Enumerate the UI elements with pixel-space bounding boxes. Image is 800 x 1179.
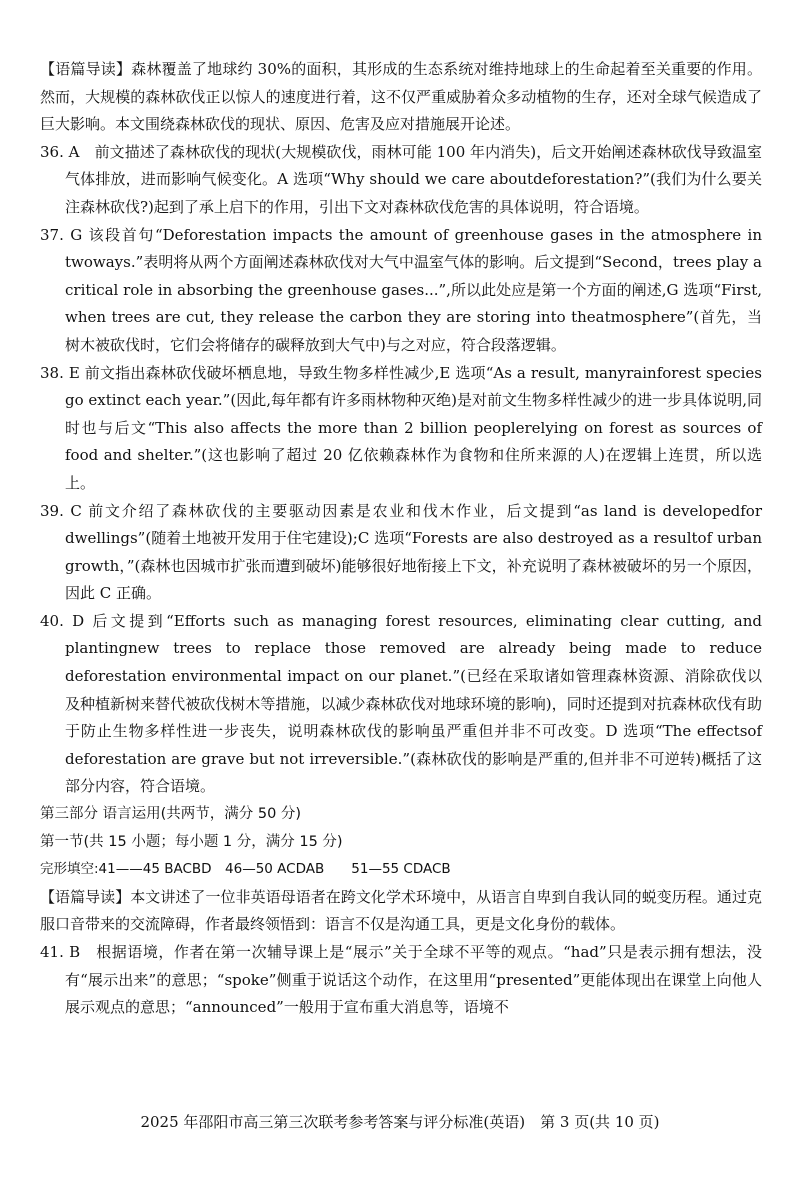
answer-explanation-38: 38. E 前文指出森林砍伐破坏栖息地，导致生物多样性减少,E 选项“As a result, manyrainforest species go extinct each year.”(因此,每年都有许多雨林物种灭绝)是对前文生物多样性减少的进一步具体说明,同时也与后文“This also affects the more than 2 billion peoplerelying on forest as sources of food and shelter.”(这也影响了超过 20 亿依赖森林作为食物和住所来源的人)在逻辑上连贯，所以选上。 <box>40 363 762 492</box>
part-three-title: 第三部分 语言运用(共两节，满分 50 分) <box>40 806 302 823</box>
answer-explanation-39: 39. C 前文介绍了森林砍伐的主要驱动因素是农业和伐木作业，后文提到“as land is developedfor dwellings”(随着土地被开发用于住宅建设);C 选项“Forests are also destroyed as a resultof urban growth，”(森林也因城市扩张而遭到破坏)能够很好地衔接上下文，补充说明了森林被破坏的另一个原因，因此 C 正确。 <box>40 501 762 603</box>
answer-explanation-41: 41. B 根据语境，作者在第一次辅导课上是“展示”关于全球不平等的观点。“had”只是表示拥有想法，没有“展示出来”的意思；“spoke”侧重于说话这个动作，在这里用“presented”更能体现出在课堂上向他人展示观点的意思；“announced”一般用于宣布重大消息等，语境不 <box>40 943 762 1017</box>
cloze-answer-key: 完形填空:41——45 BACBD 46—50 ACDAB 51—55 CDACB <box>40 861 451 878</box>
section-one-title: 第一节(共 15 小题；每小题 1 分，满分 15 分) <box>40 833 343 850</box>
answer-explanation-40: 40. D 后文提到“Efforts such as managing forest resources, eliminating clear cutting, and plantingnew trees to replace those removed are already being made to reduce deforestation environmental impact on our planet.”(已经在采取诸如管理森林资源、消除砍伐以及种植新树来替代被砍伐树木等措施，以减少森林砍伐对地球环境的影响)，同时还提到对抗森林砍伐有助于防止生物多样性进一步丧失，说明森林砍伐的影响虽严重但并非不可改变。D 选项“The effectsof deforestation are grave but not irreversible.”(森林砍伐的影响是严重的,但并非不可逆转)概括了这部分内容，符合语境。 <box>40 611 762 796</box>
cloze-reading-guide-paragraph: 【语篇导读】本文讲述了一位非英语母语者在跨文化学术环境中，从语言自卑到自我认同的蜕变历程。通过克服口音带来的交流障碍，作者最终领悟到：语言不仅是沟通工具，更是文化身份的载体。 <box>40 887 762 934</box>
answer-document <box>40 56 762 1022</box>
answer-explanation-37: 37. G 该段首句“Deforestation impacts the amount of greenhouse gases in the atmosphere in twoways.”表明将从两个方面阐述森林砍伐对大气中温室气体的影响。后文提到“Second，trees play a critical role in absorbing the greenhouse gases...”,所以此处应是第一个方面的阐述,G 选项“First, when trees are cut, they release the carbon they are storing into theatmosphere”(首先，当树木被砍伐时，它们会将储存的碳释放到大气中)与之对应，符合段落逻辑。 <box>40 225 762 354</box>
answer-explanation-36: 36. A 前文描述了森林砍伐的现状(大规模砍伐，雨林可能 100 年内消失)，后文开始阐述森林砍伐导致温室气体排放，进而影响气候变化。A 选项“Why should we care aboutdeforestation?”(我们为什么要关注森林砍伐?)起到了承上启下的作用，引出下文对森林砍伐危害的具体说明，符合语境。 <box>40 142 762 216</box>
reading-guide-paragraph: 【语篇导读】森林覆盖了地球约 30%的面积，其形成的生态系统对维持地球上的生命起着至关重要的作用。然而，大规模的森林砍伐正以惊人的速度进行着，这不仅严重威胁着众多动植物的生存，还对全球气候造成了巨大影响。本文围绕森林砍伐的现状、原因、危害及应对措施展开论述。 <box>40 60 762 134</box>
page-footer: 2025 年邵阳市高三第三次联考参考答案与评分标准(英语) 第 3 页(共 10 页) <box>140 1113 660 1131</box>
